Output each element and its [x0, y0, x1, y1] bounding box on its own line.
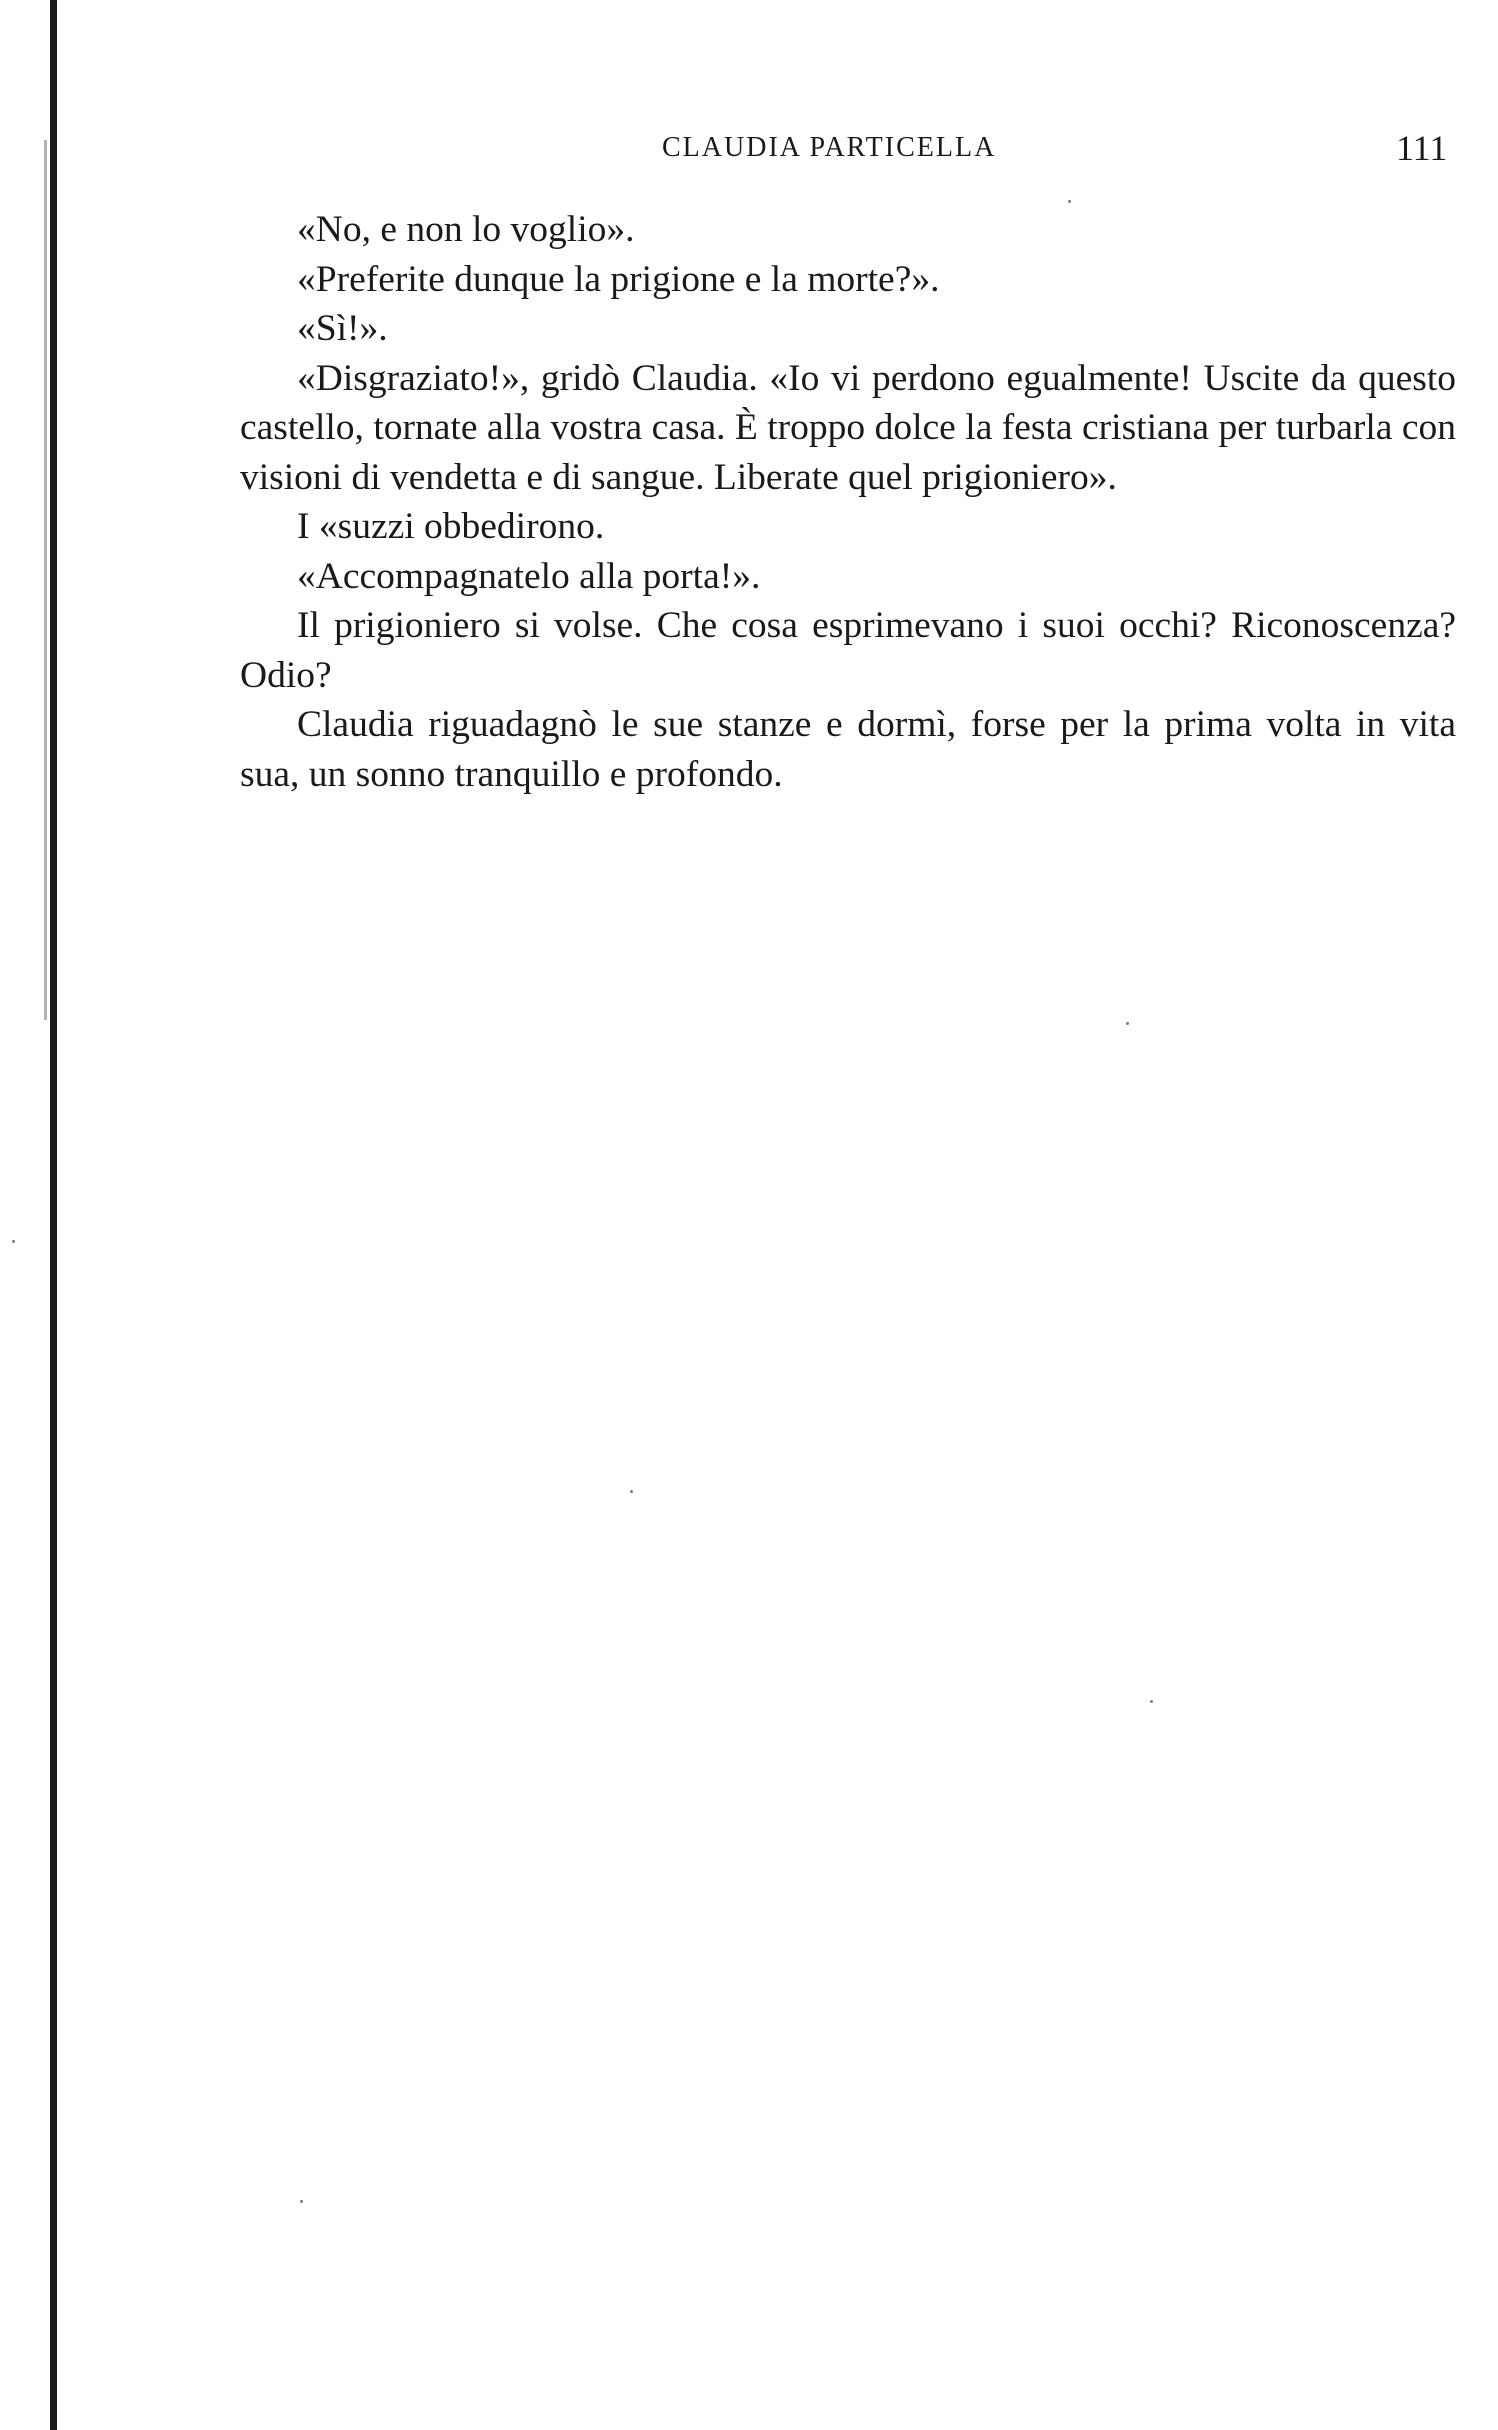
scan-speck — [1068, 200, 1071, 203]
body-text — [240, 205, 1456, 799]
scan-speck — [1126, 1022, 1129, 1025]
paragraph: I «suzzi obbedirono. — [297, 506, 605, 547]
paragraph: Claudia riguadagnò le sue stanze e dormì, forse per la prima volta in vita sua, un sonno tranquillo e profondo. — [240, 704, 1456, 795]
page-number: 111 — [1396, 128, 1448, 168]
scan-speck — [300, 2200, 303, 2203]
paragraph: Il prigioniero si volse. Che cosa esprimevano i suoi occhi? Riconoscenza? Odio? — [240, 605, 1456, 696]
paragraph: «Disgraziato!», gridò Claudia. «Io vi perdono egualmente! Uscite da questo castello, tornate alla vostra casa. È troppo dolce la festa cristiana per turbarla con visioni di vendetta e di sangue. Liberate quel prigioniero». — [240, 357, 1456, 498]
paragraph: «No, e non lo voglio». — [297, 209, 635, 250]
page-binding-edge — [50, 0, 57, 2430]
scan-speck — [630, 1490, 633, 1493]
page-binding-shadow — [44, 140, 47, 1020]
paragraph: «Accompagnatelo alla porta!». — [297, 555, 761, 597]
running-title: CLAUDIA PARTICELLA — [662, 132, 997, 163]
scan-speck — [1150, 1700, 1153, 1703]
paragraph: «Sì!». — [297, 308, 388, 349]
scan-speck — [12, 1240, 15, 1243]
paragraph: «Preferite dunque la prigione e la morte?». — [297, 258, 940, 300]
